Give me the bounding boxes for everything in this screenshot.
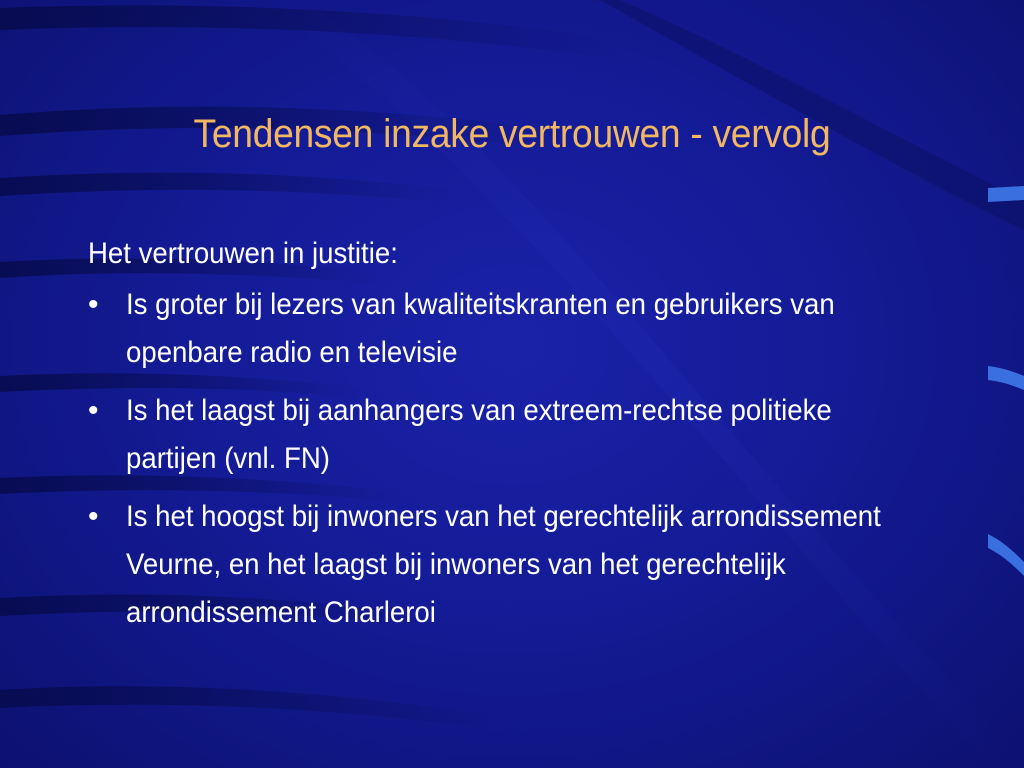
accent-tick-marks [984,180,1024,580]
bullet-item [88,281,948,377]
bullet-text: Is het laagst bij aanhangers van extreem-rechtse politieke partijen (vnl. FN) [126,394,832,475]
bullet-item [88,493,948,637]
bullet-item [88,387,948,483]
bullet-marker: • [88,394,99,427]
bullet-marker: • [88,500,99,533]
slide-body [88,230,948,647]
bullet-text: Is het hoogst bij inwoners van het gerechtelijk arrondissement Veurne, en het laagst bij inwoners van het gerechtelijk arrondissement Charleroi [126,500,881,629]
slide-title: Tendensen inzake vertrouwen - vervolg [193,112,831,156]
intro-text: Het vertrouwen in justitie: [88,237,398,270]
bullet-marker: • [88,288,99,321]
bullet-list [88,281,948,637]
bullet-text: Is groter bij lezers van kwaliteitskranten en gebruikers van openbare radio en televisie [126,288,835,369]
